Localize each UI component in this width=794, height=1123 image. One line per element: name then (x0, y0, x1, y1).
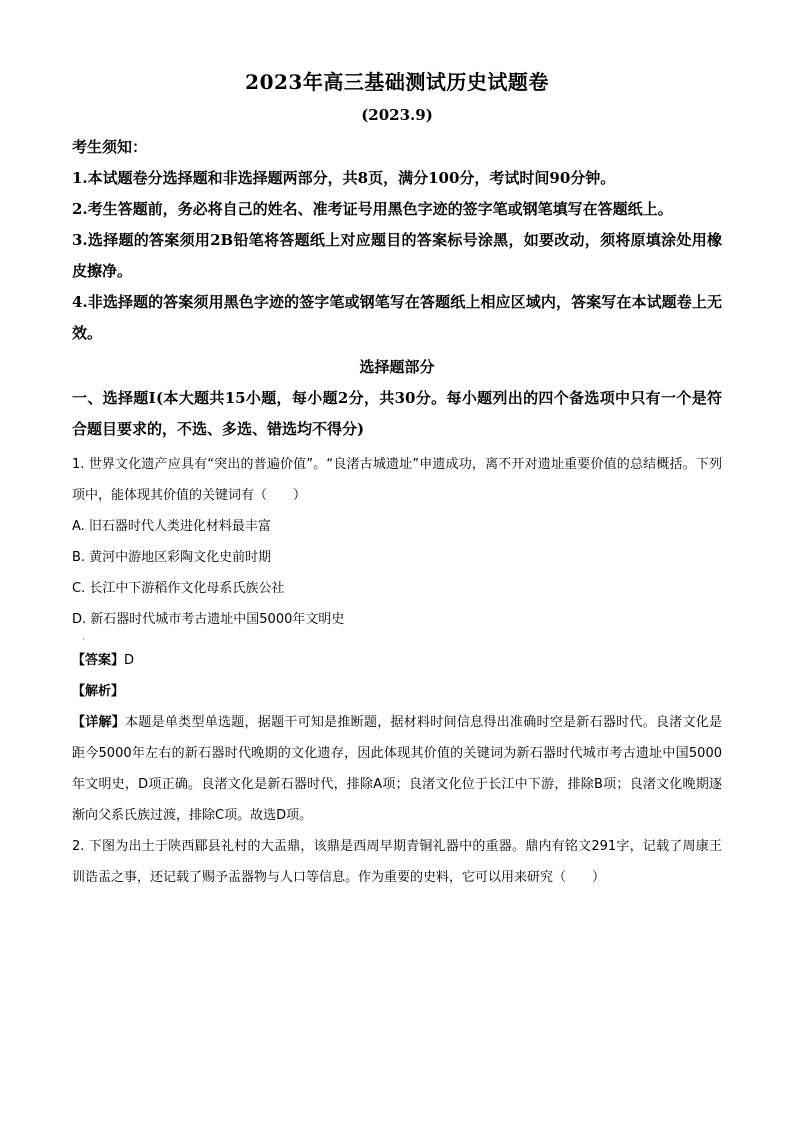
notice-item-4: 4.非选择题的答案须用黑色字迹的签字笔或钢笔写在答题纸上相应区域内，答案写在本试题卷上无效。 (72, 293, 722, 342)
detail-paragraph (72, 707, 722, 831)
exam-title: 2023年高三基础测试历史试题卷 (245, 70, 549, 94)
stray-dot: · (82, 635, 85, 645)
notice-item-1: 1.本试题卷分选择题和非选择题两部分，共8页，满分100分，考试时间90分钟。 (72, 169, 616, 187)
question-2-stem: 2. 下图为出土于陕西郿县礼村的大盂鼎，该鼎是西周早期青铜礼器中的重器。鼎内有铭文291字，记载了周康王训诰盂之事，还记载了赐予盂器物与人口等信息。作为重要的史料，它可以用来研究（ ） (72, 839, 722, 885)
answer-label: 【答案】 (72, 653, 125, 668)
question-1-option-a: A. 旧石器时代人类进化材料最丰富 (72, 519, 271, 534)
section-title: 选择题部分 (359, 358, 435, 376)
question-1-option-b: B. 黄河中游地区彩陶文化史前时期 (72, 550, 272, 565)
answer-value: D (124, 653, 135, 668)
exam-page (72, 68, 722, 893)
analysis-line (72, 676, 722, 707)
question-1-option-c: C. 长江中下游稻作文化母系氏族公社 (72, 581, 285, 596)
analysis-label: 【解析】 (72, 684, 125, 699)
detail-text: 本题是单类型单选题，据题干可知是推断题，据材料时间信息得出准确时空是新石器时代。良渚文化是距今5000年左右的新石器时代晚期的文化遗存，因此体现其价值的关键词为新石器时代城市考古遗址中国5000年文明史，D项正确。良渚文化是新石器时代，排除A项；良渚文化位于长江中下游，排除B项；良渚文化晚期逐渐向父系氏族过渡，排除C项。故选D项。 (72, 715, 722, 823)
answer-line (72, 645, 722, 676)
notice-item-3: 3.选择题的答案须用2B铅笔将答题纸上对应题目的答案标号涂黑，如要改动，须将原填涂处用橡皮擦净。 (72, 231, 722, 280)
part-heading: 一、选择题Ⅰ(本大题共15小题，每小题2分，共30分。每小题列出的四个备选项中只有一个是符合题目要求的，不选、多选、错选均不得分) (72, 389, 722, 438)
question-1-option-d: D. 新石器时代城市考古遗址中国5000年文明史 (72, 612, 345, 627)
detail-label: 【详解】 (72, 715, 126, 730)
question-1-stem: 1. 世界文化遗产应具有“突出的普遍价值”。“良渚古城遗址”申遗成功，离不开对遗址重要价值的总结概括。下列项中，能体现其价值的关键词有（ ） (72, 457, 722, 503)
exam-date: (2023.9) (361, 106, 433, 124)
notice-heading: 考生须知： (72, 138, 148, 156)
notice-item-2: 2.考生答题前，务必将自己的姓名、准考证号用黑色字迹的签字笔或钢笔填写在答题纸上。 (72, 200, 673, 218)
